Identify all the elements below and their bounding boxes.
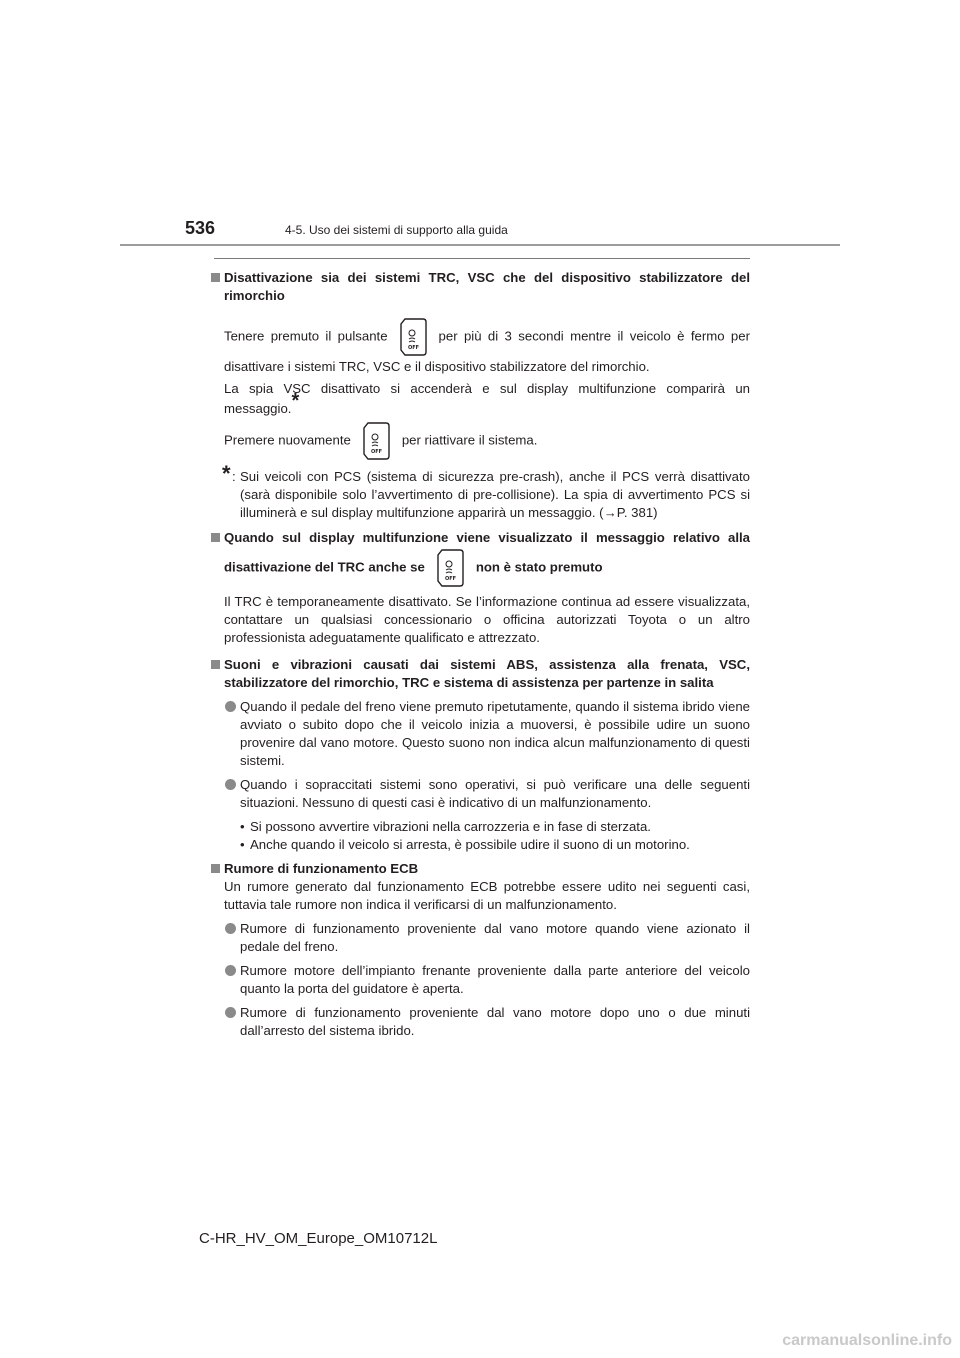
heading-trc-message: Quando sul display multifunzione viene visualizzato il messaggio relativo alla disattivazione del TRC anche se OFF non è stato premuto: [210, 529, 750, 589]
watermark: carmanualsonline.info: [782, 1332, 952, 1349]
vsc-off-button-icon: [398, 316, 429, 358]
square-bullet-icon: [211, 273, 220, 282]
circle-bullet-icon: [225, 701, 236, 712]
heading-sounds-vibrations: Suoni e vibrazioni causati dai sistemi ABS, assistenza alla frenata, VSC, stabilizzatore del rimorchio, TRC e sistema di assistenza per partenze in salita: [210, 656, 750, 692]
list-item: Quando i sopraccitati sistemi sono operativi, si può verificare una delle seguenti situazioni. Nessuno di questi casi è indicativo di un malfunzionamento.: [210, 776, 750, 812]
circle-bullet-icon: [225, 965, 236, 976]
list-item: Rumore di funzionamento proveniente dal vano motore dopo uno o due minuti dall’arresto del sistema ibrido.: [210, 1004, 750, 1040]
paragraph-reactivate: Premere nuovamente OFF per riattivare il sistema.: [210, 420, 750, 462]
main-content: [210, 258, 750, 1040]
circle-bullet-icon: [225, 923, 236, 934]
circle-bullet-icon: [225, 1007, 236, 1018]
vsc-off-button-icon: [361, 420, 392, 462]
svg-text:OFF: OFF: [444, 576, 456, 582]
paragraph-ecb-noise: Un rumore generato dal funzionamento ECB potrebbe essere udito nei seguenti casi, tuttavia tale rumore non indica il verificarsi di un malfunzionamento.: [224, 879, 750, 912]
list-item: Rumore motore dell’impianto frenante proveniente dalla parte anteriore del veicolo quanto la porta del guidatore è aperta.: [210, 962, 750, 998]
sub-list-item: • Si possono avvertire vibrazioni nella carrozzeria e in fase di sterzata.: [240, 819, 651, 834]
paragraph-trc-disabled: Il TRC è temporaneamente disattivato. Se l’informazione continua ad essere visualizzata, contattare un qualsiasi concessionario o officina autorizzati Toyota o un altro professionista adeguatamente qualificato e attrezzato.: [224, 594, 750, 645]
vsc-off-button-icon: [435, 547, 466, 589]
heading-ecb-noise: Rumore di funzionamento ECB: [210, 860, 750, 878]
footnote-mark: *: [291, 390, 300, 412]
list-item: Quando il pedale del freno viene premuto ripetutamente, quando il sistema ibrido viene avviato o subito dopo che il veicolo inizia a muoversi, è possibile udire un suono provenire dal vano motore. Questo suono non indica alcun malfunzionamento di questi sistemi.: [210, 698, 750, 770]
square-bullet-icon: [211, 864, 220, 873]
sub-list-item: • Anche quando il veicolo si arresta, è possibile udire il suono di un motorino.: [240, 837, 690, 852]
square-bullet-icon: [211, 660, 220, 669]
section-title: 4-5. Uso dei sistemi di supporto alla guida: [285, 223, 508, 237]
footer-doc-code: C-HR_HV_OM_Europe_OM10712L: [199, 1230, 438, 1247]
header-divider: [120, 244, 840, 246]
circle-bullet-icon: [225, 779, 236, 790]
heading-disable-trc-vsc: Disattivazione sia dei sistemi TRC, VSC che del dispositivo stabilizzatore del rimorchio: [210, 269, 750, 305]
list-item: Rumore di funzionamento proveniente dal vano motore quando viene azionato il pedale del freno.: [210, 920, 750, 956]
page-number: 536: [185, 218, 216, 238]
paragraph-hold-button: Tenere premuto il pulsante OFF per più di 3 secondi mentre il veicolo è fermo per disattivare i sistemi TRC, VSC e il dispositivo stabilizzatore del rimorchio.: [210, 316, 750, 376]
content-divider: [214, 258, 750, 259]
svg-text:OFF: OFF: [407, 345, 419, 351]
svg-text:OFF: OFF: [370, 449, 382, 455]
square-bullet-icon: [211, 533, 220, 542]
footnote-pcs: * : Sui veicoli con PCS (sistema di sicurezza pre-crash), anche il PCS verrà disattivato (sarà disponibile solo l’avvertimento di pre-collisione). La spia di avvertimento PCS si illuminerà e sul display multifunzione apparirà un messaggio. (→P. 381): [222, 461, 750, 520]
paragraph-vsc-light: La spia VSC disattivato si accenderà e sul display multifunzione comparirà un messaggio.*: [224, 381, 750, 416]
